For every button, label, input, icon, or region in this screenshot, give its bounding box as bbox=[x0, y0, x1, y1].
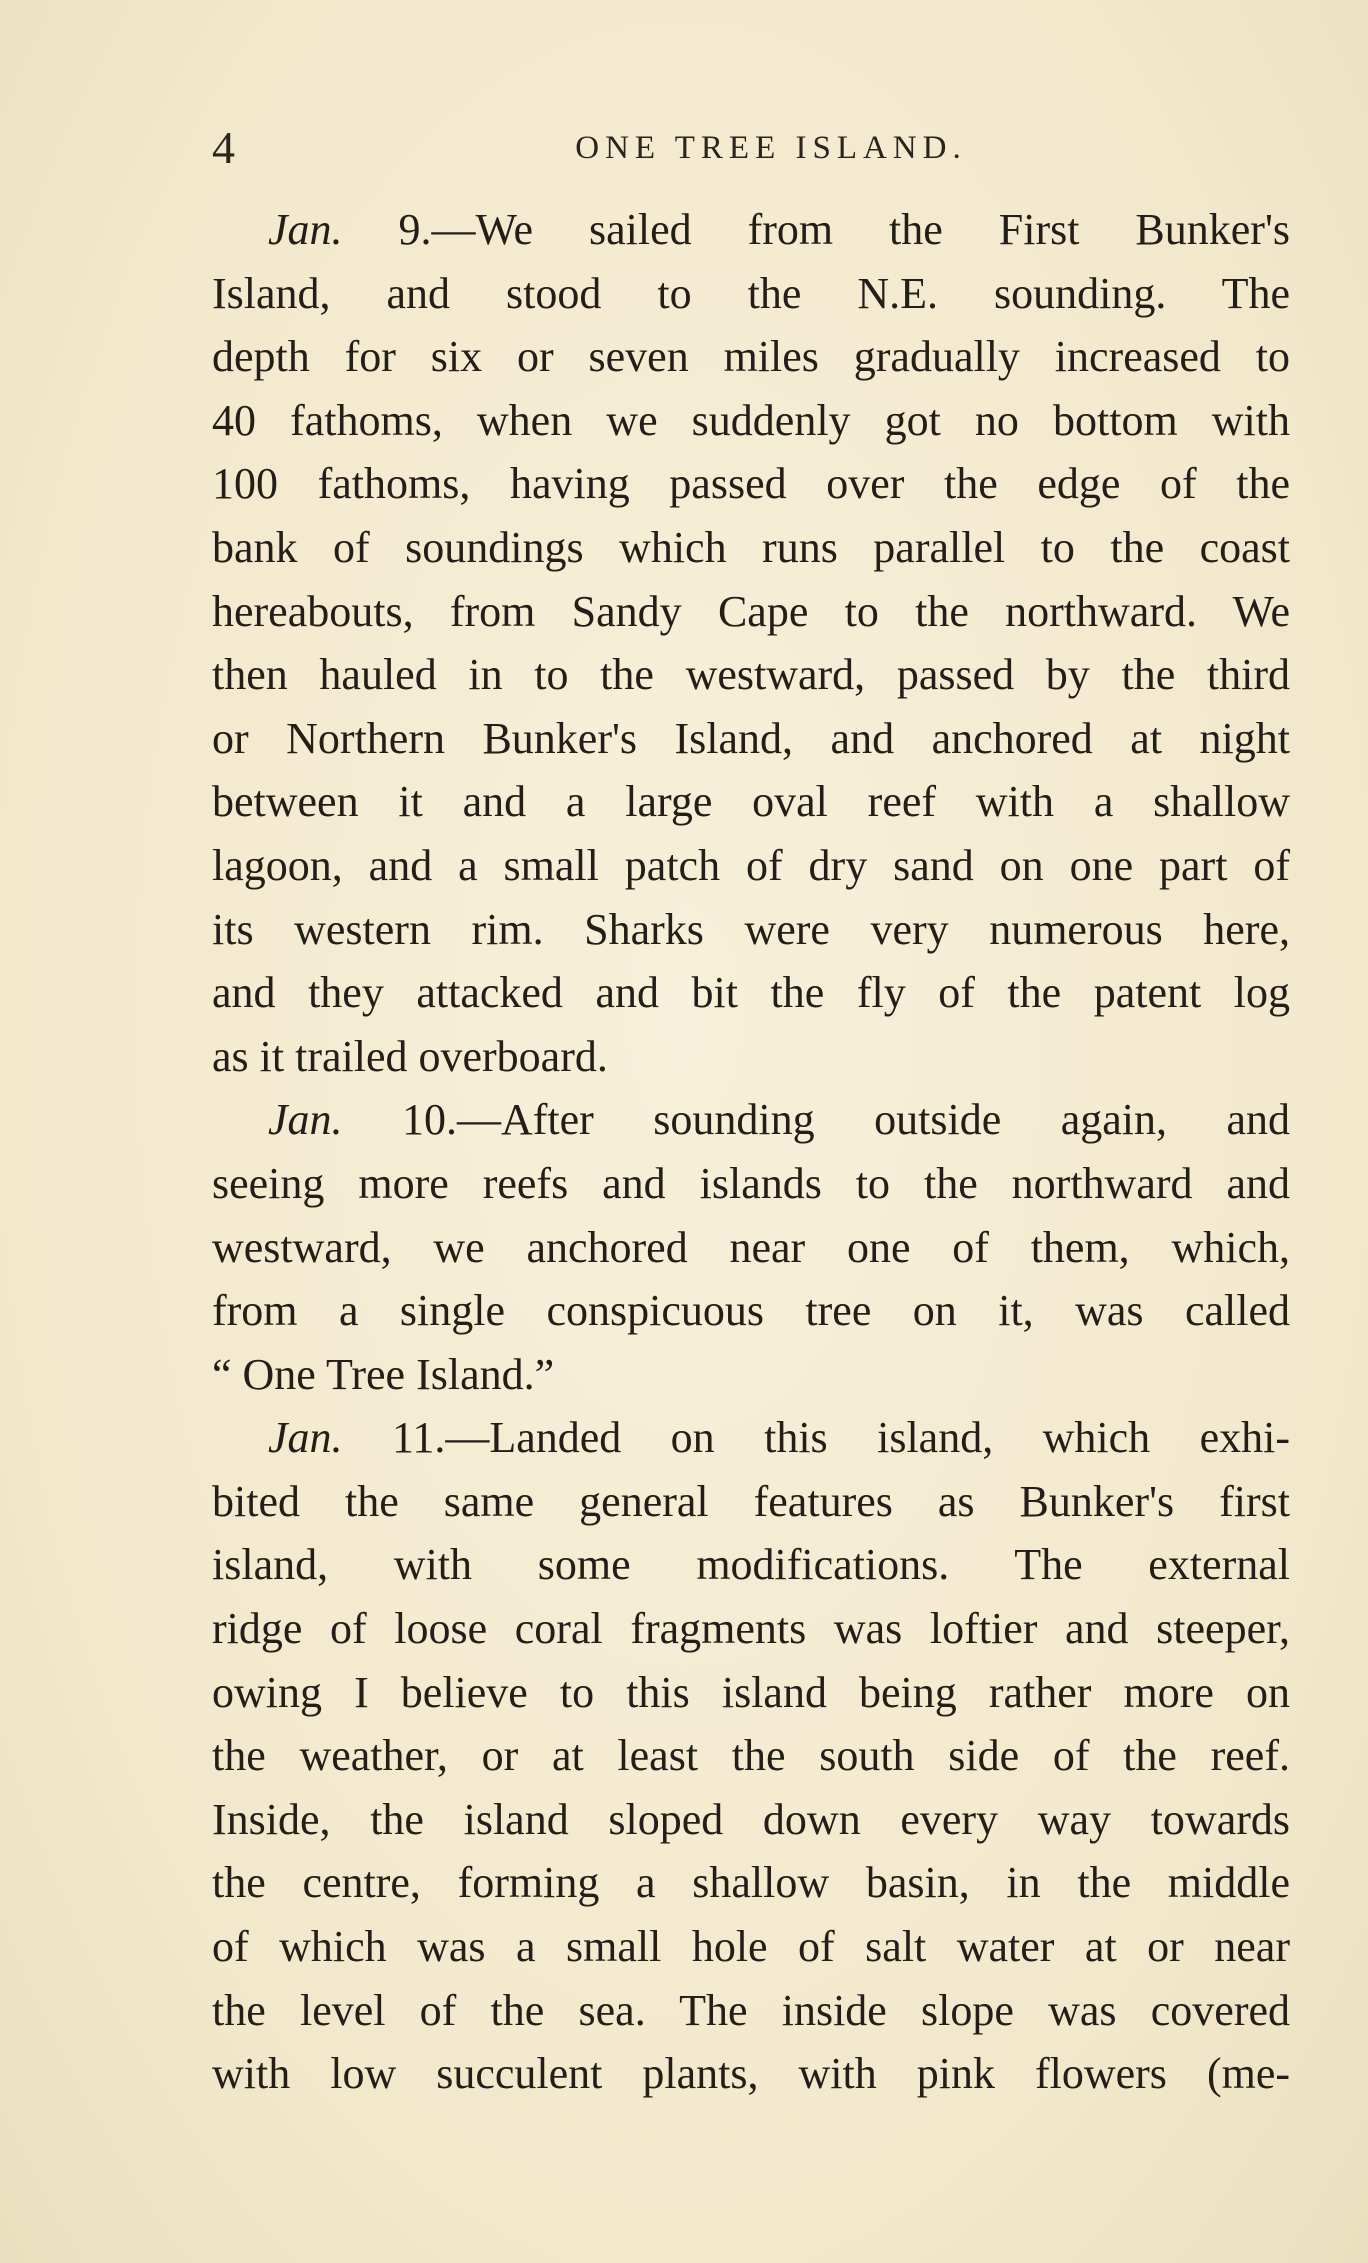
text-line: owing I believe to this island being rather more on bbox=[212, 1667, 1290, 1717]
text-line: depth for six or seven miles gradually increased to bbox=[212, 332, 1290, 382]
paragraph-jan-9 bbox=[212, 198, 1290, 1088]
text-line: bited the same general features as Bunker's first bbox=[212, 1476, 1290, 1526]
text-line: and they attacked and bit the fly of the patent log bbox=[212, 968, 1290, 1018]
text-line: island, with some modifications. The external bbox=[212, 1540, 1290, 1590]
text-line: from a single conspicuous tree on it, was called bbox=[212, 1286, 1290, 1336]
text-line: Inside, the island sloped down every way towards bbox=[212, 1794, 1290, 1844]
text-line: “ One Tree Island.” bbox=[212, 1349, 555, 1399]
text-line: as it trailed overboard. bbox=[212, 1031, 608, 1081]
text-line: ridge of loose coral fragments was loftier and steeper, bbox=[212, 1604, 1290, 1654]
text-line: seeing more reefs and islands to the northward and bbox=[212, 1158, 1290, 1208]
text-line: 40 fathoms, when we suddenly got no bottom with bbox=[212, 395, 1290, 445]
text-line: the weather, or at least the south side of the reef. bbox=[212, 1731, 1290, 1781]
entry-date: Jan. bbox=[268, 205, 343, 254]
paragraph-jan-10 bbox=[212, 1088, 1290, 1406]
text-line: between it and a large oval reef with a shallow bbox=[212, 777, 1290, 827]
entry-date: Jan. bbox=[268, 1413, 343, 1463]
text-line: Jan. 10.—After sounding outside again, and bbox=[268, 1095, 1290, 1145]
text-line: hereabouts, from Sandy Cape to the northward. We bbox=[212, 586, 1290, 636]
text-line: westward, we anchored near one of them, which, bbox=[212, 1222, 1290, 1272]
text-line: then hauled in to the westward, passed by the third bbox=[212, 650, 1290, 700]
text-line: Jan. 9.—We sailed from the First Bunker's bbox=[268, 205, 1290, 254]
text-line: lagoon, and a small patch of dry sand on one part of bbox=[212, 840, 1290, 890]
text-line: Island, and stood to the N.E. sounding. The bbox=[212, 268, 1290, 318]
text-line: with low succulent plants, with pink flowers (me- bbox=[212, 2049, 1290, 2099]
text-line: the level of the sea. The inside slope was covered bbox=[212, 1985, 1290, 2035]
text-line: the centre, forming a shallow basin, in the middle bbox=[212, 1858, 1290, 1908]
paragraph-jan-11 bbox=[212, 1406, 1290, 2106]
running-head bbox=[212, 118, 1290, 178]
page-number: 4 bbox=[212, 122, 235, 173]
text-line: or Northern Bunker's Island, and anchored at night bbox=[212, 713, 1290, 763]
body-text bbox=[212, 198, 1290, 2106]
text-line: Jan. 11.—Landed on this island, which exhi- bbox=[268, 1413, 1290, 1463]
running-title: ONE TREE ISLAND. bbox=[575, 130, 967, 166]
text-line: its western rim. Sharks were very numerous here, bbox=[212, 904, 1290, 954]
text-line: bank of soundings which runs parallel to the coast bbox=[212, 522, 1290, 572]
text-line: 100 fathoms, having passed over the edge of the bbox=[212, 459, 1290, 509]
text-line: of which was a small hole of salt water at or near bbox=[212, 1922, 1290, 1972]
entry-date: Jan. bbox=[268, 1095, 343, 1145]
